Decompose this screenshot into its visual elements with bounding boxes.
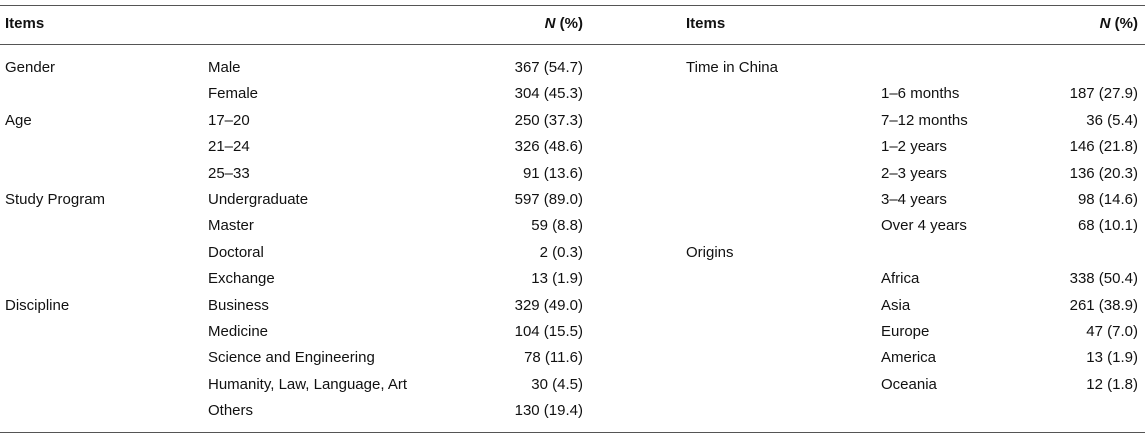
right-value: 47 (7.0)	[1086, 322, 1138, 340]
left-value: 250 (37.3)	[514, 111, 583, 129]
header-items-left: Items	[5, 15, 45, 32]
right-subcategory: America	[881, 349, 937, 367]
left-category: Study Program	[5, 190, 106, 208]
right-subcategory: 1–6 months	[881, 85, 960, 103]
left-value: 30 (4.5)	[531, 375, 583, 393]
left-subcategory: Master	[208, 217, 254, 235]
table-row	[0, 348, 1145, 374]
left-value: 13 (1.9)	[531, 270, 583, 288]
table-row	[0, 164, 1145, 190]
table-row	[0, 401, 1145, 427]
right-value: 36 (5.4)	[1086, 111, 1138, 129]
table-header-rule	[0, 44, 1145, 45]
right-category: Origins	[686, 243, 734, 261]
left-category: Gender	[5, 59, 56, 76]
left-subcategory: Male	[208, 59, 241, 76]
right-subcategory: 2–3 years	[881, 164, 947, 182]
left-subcategory: Medicine	[208, 322, 269, 340]
right-subcategory: Africa	[881, 270, 920, 288]
left-subcategory: Humanity, Law, Language, Art	[208, 375, 408, 393]
table-row	[0, 269, 1145, 295]
table-row	[0, 216, 1145, 242]
header-pct-right: (%)	[1110, 15, 1138, 32]
right-value: 68 (10.1)	[1077, 217, 1138, 235]
left-value: 104 (15.5)	[514, 322, 583, 340]
table-row	[0, 296, 1145, 322]
header-n-percent-right	[1010, 14, 1138, 34]
right-subcategory: 7–12 months	[881, 111, 968, 129]
right-value: 338 (50.4)	[1069, 270, 1138, 288]
left-value: 326 (48.6)	[514, 138, 583, 156]
right-subcategory: 3–4 years	[881, 190, 947, 208]
table-row	[0, 84, 1145, 110]
left-category: Age	[5, 111, 32, 129]
right-value: 12 (1.8)	[1086, 375, 1138, 393]
header-n-left: N	[544, 15, 556, 32]
table-top-rule	[0, 5, 1145, 6]
left-subcategory: 21–24	[208, 138, 250, 156]
left-subcategory: Female	[208, 85, 259, 103]
right-category: Time in China	[686, 59, 778, 76]
right-value: 98 (14.6)	[1077, 190, 1138, 208]
left-subcategory: Undergraduate	[208, 190, 309, 208]
table-row	[0, 243, 1145, 269]
left-value: 59 (8.8)	[531, 217, 583, 235]
right-value: 261 (38.9)	[1069, 296, 1138, 314]
left-value: 78 (11.6)	[524, 349, 583, 367]
right-value: 146 (21.8)	[1069, 138, 1138, 156]
table-row	[0, 375, 1145, 401]
left-subcategory: Science and Engineering	[208, 349, 375, 367]
left-value: 2 (0.3)	[539, 243, 583, 261]
left-category: Discipline	[5, 296, 70, 314]
table-row	[0, 111, 1145, 137]
table-body	[0, 58, 1145, 427]
left-value: 597 (89.0)	[514, 190, 583, 208]
right-subcategory: 1–2 years	[881, 138, 947, 156]
left-value: 304 (45.3)	[514, 85, 583, 103]
right-subcategory: Asia	[881, 296, 911, 314]
table-bottom-rule	[0, 432, 1145, 433]
left-value: 130 (19.4)	[514, 402, 583, 420]
left-value: 367 (54.7)	[514, 59, 583, 76]
table-row	[0, 190, 1145, 216]
left-subcategory: Exchange	[208, 270, 275, 288]
left-subcategory: 25–33	[208, 164, 250, 182]
right-value: 187 (27.9)	[1069, 85, 1138, 103]
left-value: 329 (49.0)	[514, 296, 583, 314]
right-subcategory: Europe	[881, 322, 930, 340]
header-pct-left: (%)	[555, 15, 583, 32]
right-value: 136 (20.3)	[1069, 164, 1138, 182]
left-subcategory: 17–20	[208, 111, 250, 129]
left-subcategory: Doctoral	[208, 243, 264, 261]
table-row	[0, 322, 1145, 348]
left-subcategory: Business	[208, 296, 269, 314]
header-items-right: Items	[686, 15, 726, 32]
right-subcategory: Oceania	[881, 375, 937, 393]
right-value: 13 (1.9)	[1086, 349, 1138, 367]
right-subcategory: Over 4 years	[881, 217, 967, 235]
header-n-right: N	[1099, 15, 1111, 32]
left-value: 91 (13.6)	[522, 164, 583, 182]
table-row	[0, 137, 1145, 163]
header-n-percent-left	[470, 14, 583, 34]
table-row	[0, 58, 1145, 84]
left-subcategory: Others	[208, 402, 254, 420]
